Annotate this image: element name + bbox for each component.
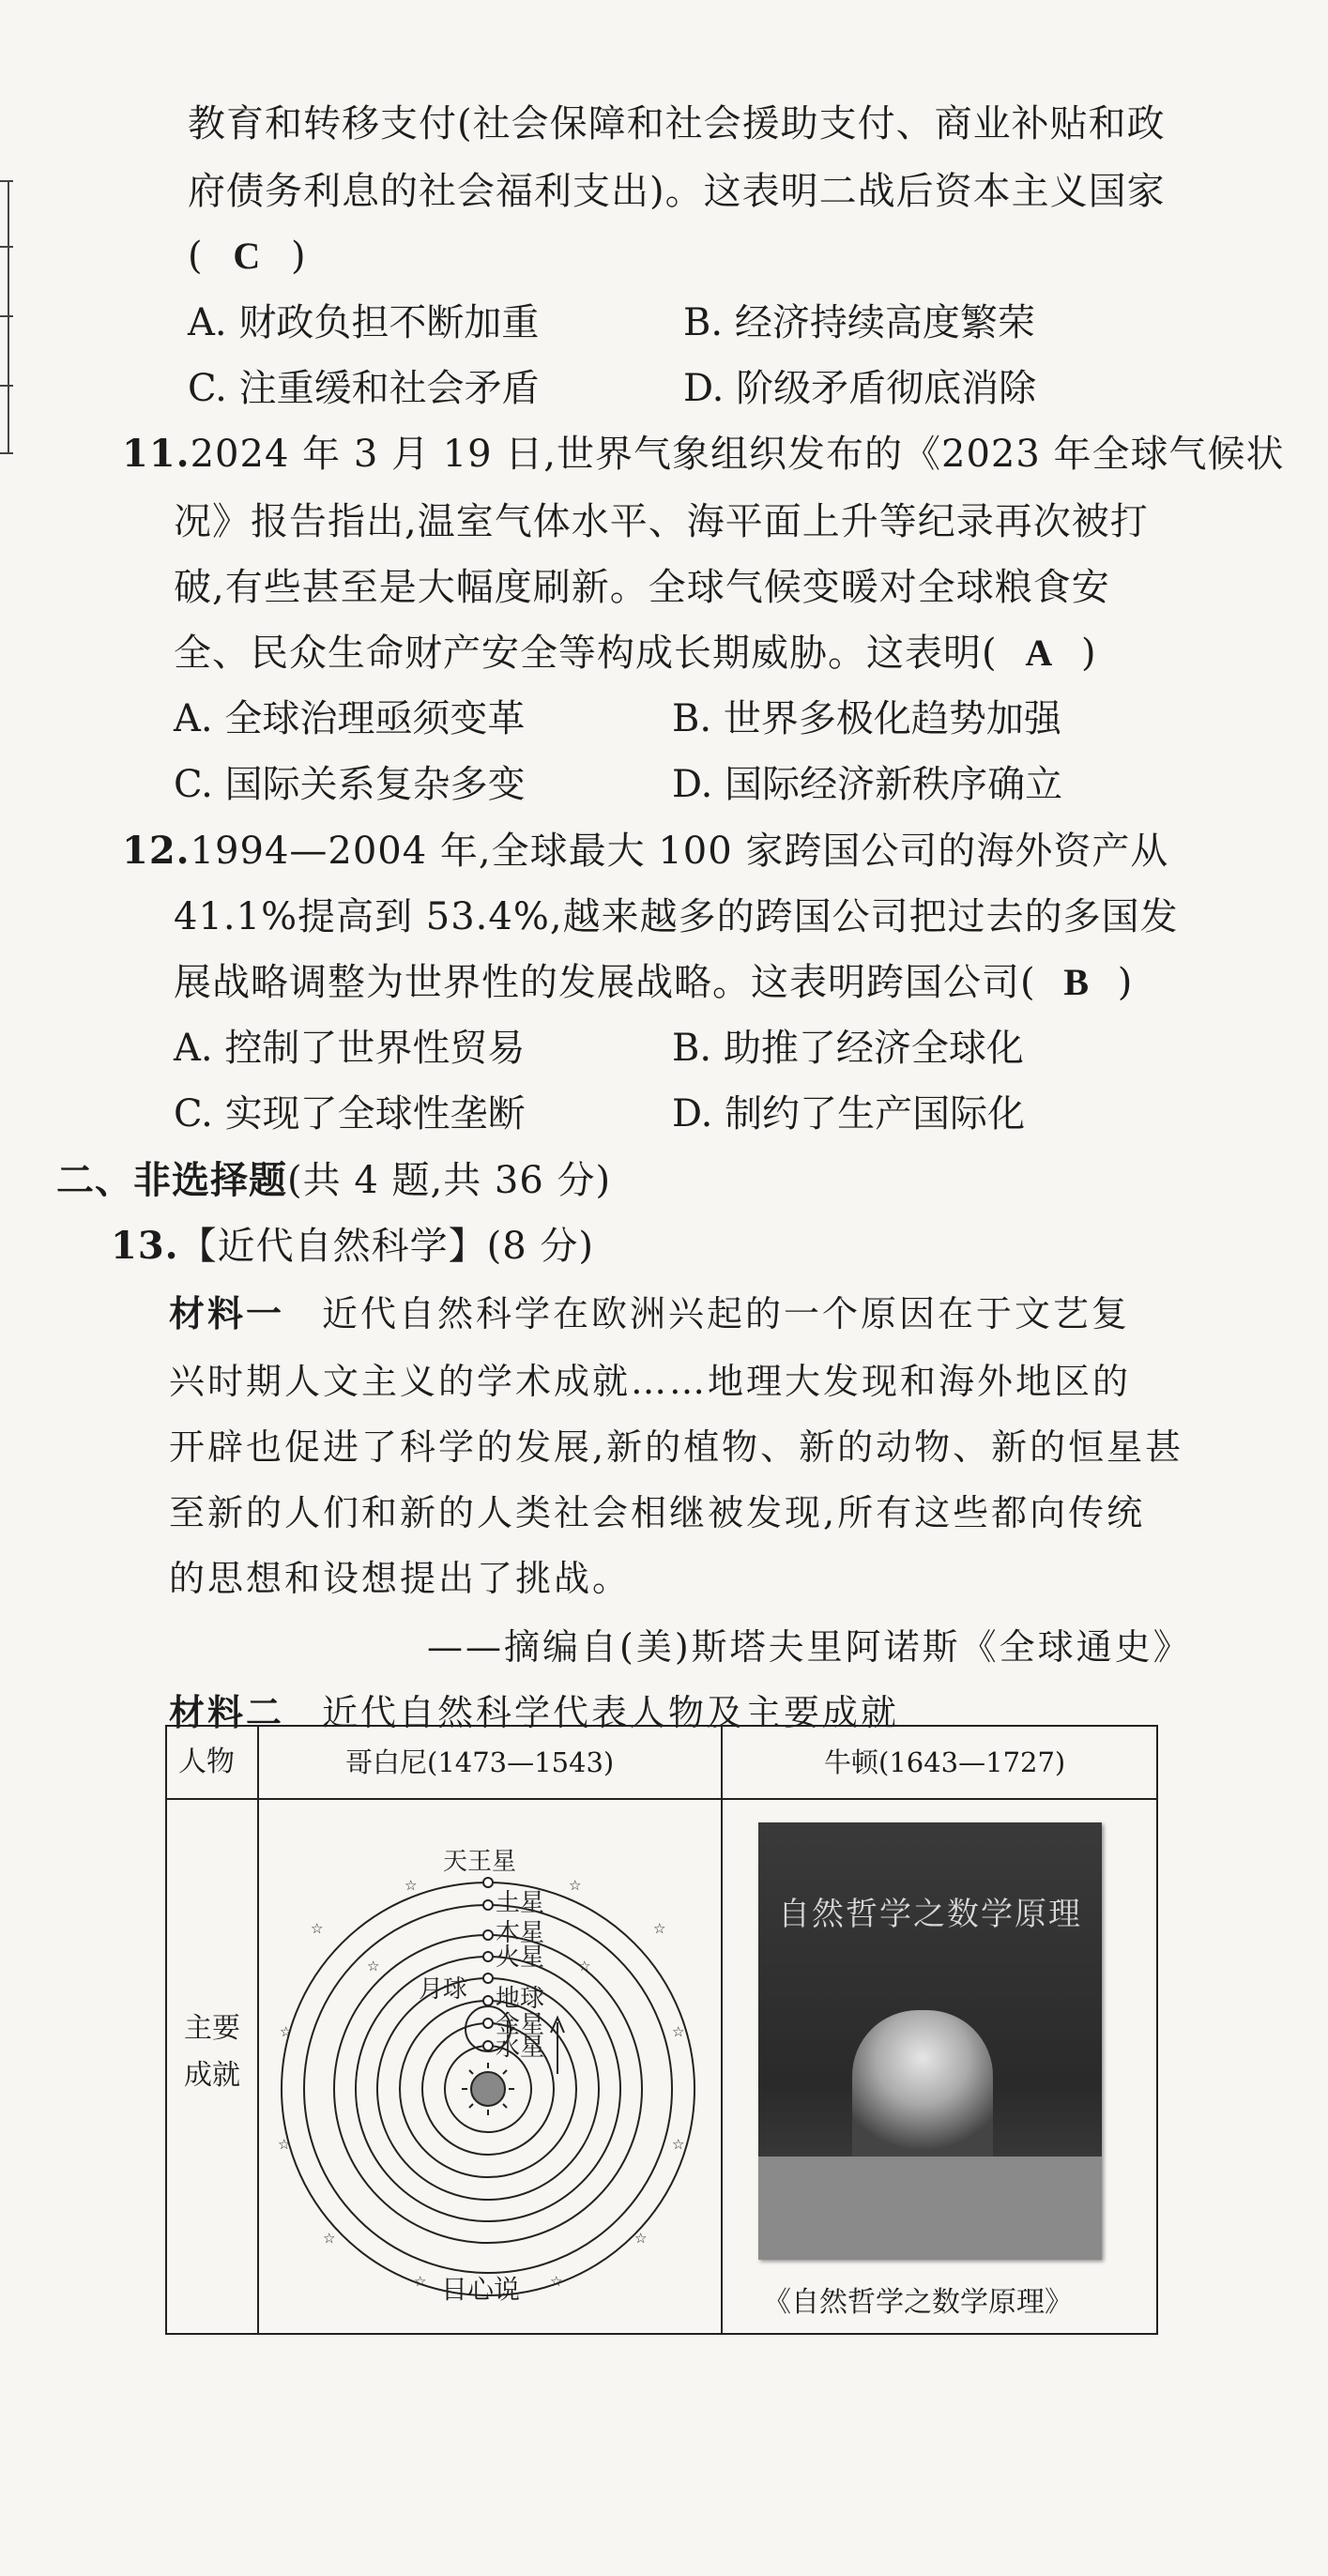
label-mars: 火星 [496, 1943, 545, 1972]
section-info: (共 4 题,共 36 分) [287, 1159, 612, 1202]
label-moon: 月球 [419, 1975, 468, 2004]
row-label: 成就 [184, 2059, 240, 2092]
q12-option-b: B. 助推了经济全球化 [672, 1027, 1024, 1070]
q13-score: (8 分) [486, 1225, 594, 1268]
material2-label: 材料二 [169, 1692, 285, 1733]
q11-option-d: D. 国际经济新秩序确立 [672, 763, 1063, 806]
q10-answer: C [233, 235, 262, 277]
table-divider [721, 1727, 723, 2333]
q11-stem-line: 况》报告指出,温室气体水平、海平面上升等纪录再次被打 [174, 500, 1149, 543]
q11-answer: A [1025, 632, 1054, 674]
q12-answer: B [1063, 961, 1091, 1003]
label-venus: 金星 [496, 2011, 545, 2039]
star-icon: ☆ [280, 2023, 293, 2040]
paren-close: ) [290, 235, 307, 278]
heliocentric-caption: 日心说 [441, 2274, 521, 2305]
q11-stem-line: 破,有些甚至是大幅度刷新。全球气候变暖对全球粮食安 [174, 566, 1110, 609]
book-caption: 《自然哲学之数学原理》 [763, 2286, 1073, 2319]
row-label: 主要 [184, 2012, 240, 2045]
sun [471, 2072, 505, 2106]
q11-option-b: B. 世界多极化趋势加强 [672, 697, 1061, 740]
margin-rule-vertical [8, 180, 9, 452]
margin-rule [0, 452, 13, 454]
table-divider [167, 1798, 1156, 1800]
material1-line: 材料一 近代自然科学在欧洲兴起的一个原因在于文艺复 [169, 1293, 1131, 1334]
section-title: 二、非选择题 [56, 1158, 287, 1202]
paren-open: ( [188, 235, 204, 278]
table-col1-header: 哥白尼(1473—1543) [345, 1746, 615, 1778]
q13-topic: 【近代自然科学】 [178, 1225, 487, 1268]
q13-heading [111, 1223, 594, 1270]
q12-number: 12. [122, 829, 191, 873]
star-icon: ☆ [653, 1920, 666, 1937]
planet-dot [483, 1996, 493, 2005]
star-icon: ☆ [634, 2230, 648, 2247]
q11-stem-line: 11.2024 年 3 月 19 日,世界气象组织发布的《2023 年全球气候状 [122, 432, 1285, 476]
label-uranus: 天王星 [443, 1848, 517, 1876]
planet-dot [483, 1878, 493, 1887]
margin-rule [0, 315, 13, 317]
star-icon: ☆ [278, 2136, 291, 2153]
star-icon: ☆ [672, 2136, 685, 2153]
q10-stem-line: 教育和转移支付(社会保障和社会援助支付、商业补贴和政 [188, 102, 1166, 145]
star-icon: ☆ [550, 2273, 563, 2290]
label-earth: 地球 [496, 1985, 545, 2013]
book-cover-title: 自然哲学之数学原理 [778, 1896, 1082, 1933]
margin-rule [0, 246, 13, 248]
q10-option-c: C. 注重缓和社会矛盾 [188, 367, 540, 410]
label-jupiter: 木星 [496, 1919, 545, 1947]
star-icon: ☆ [405, 1877, 418, 1894]
table-col2-header: 牛顿(1643—1727) [824, 1746, 1066, 1778]
planet-dot [483, 1952, 493, 1961]
material2-text: 近代自然科学代表人物及主要成就 [322, 1692, 900, 1733]
star-icon: ☆ [323, 2230, 336, 2247]
label-mercury: 水星 [496, 2034, 545, 2062]
q10-option-d: D. 阶级矛盾彻底消除 [683, 367, 1037, 410]
planet-dot [483, 1900, 493, 1910]
newton-portrait [852, 2010, 993, 2170]
q12-stem-line: 展战略调整为世界性的发展战略。这表明跨国公司( B ) [174, 961, 1134, 1004]
q11-stem-line: 全、民众生命财产安全等构成长期威胁。这表明( A ) [174, 632, 1097, 675]
q10-option-a: A. 财政负担不断加重 [188, 301, 540, 344]
margin-rule [0, 180, 13, 182]
material1-line: 开辟也促进了科学的发展,新的植物、新的动物、新的恒星甚 [169, 1426, 1184, 1468]
planet-dot [483, 1930, 493, 1940]
q10-option-b: B. 经济持续高度繁荣 [683, 301, 1035, 344]
star-icon: ☆ [311, 1920, 324, 1937]
book-cover-band [758, 2157, 1102, 2260]
star-icon: ☆ [367, 1958, 380, 1974]
q10-stem-line: 府债务利息的社会福利支出)。这表明二战后资本主义国家 [188, 170, 1166, 213]
q13-number: 13. [111, 1224, 179, 1268]
star-icon: ☆ [569, 1877, 582, 1894]
material1-label: 材料一 [169, 1293, 285, 1334]
material1-line: 兴时期人文主义的学术成就……地理大发现和海外地区的 [169, 1361, 1132, 1402]
planet-dot [483, 2041, 493, 2050]
star-icon: ☆ [672, 2023, 685, 2040]
planet-dot [483, 1974, 493, 1983]
q12-stem-line: 12.1994—2004 年,全球最大 100 家跨国公司的海外资产从 [122, 829, 1169, 873]
star-icon: ☆ [414, 2273, 427, 2290]
q11-option-c: C. 国际关系复杂多变 [174, 763, 526, 806]
section-heading [56, 1157, 611, 1204]
table-header-label: 人物 [178, 1745, 235, 1778]
material1-line: 的思想和设想提出了挑战。 [169, 1558, 632, 1599]
star-icon: ☆ [578, 1958, 591, 1974]
q12-stem-line: 41.1%提高到 53.4%,越来越多的跨国公司把过去的多国发 [174, 895, 1179, 938]
label-saturn: 土星 [496, 1889, 545, 1917]
material1-line: 至新的人们和新的人类社会相继被发现,所有这些都向传统 [169, 1492, 1146, 1533]
margin-rule [0, 385, 13, 387]
principia-book-cover [758, 1822, 1102, 2260]
q12-option-d: D. 制约了生产国际化 [672, 1092, 1026, 1136]
q10-answer-line [188, 233, 307, 280]
q12-option-c: C. 实现了全球性垄断 [174, 1092, 526, 1136]
planet-dot [483, 2019, 493, 2028]
q11-number: 11. [122, 432, 191, 476]
q11-option-a: A. 全球治理亟须变革 [174, 697, 526, 740]
material1-source: ——摘编自(美)斯塔夫里阿诺斯《全球通史》 [427, 1626, 1192, 1668]
q12-option-a: A. 控制了世界性贸易 [174, 1027, 526, 1070]
